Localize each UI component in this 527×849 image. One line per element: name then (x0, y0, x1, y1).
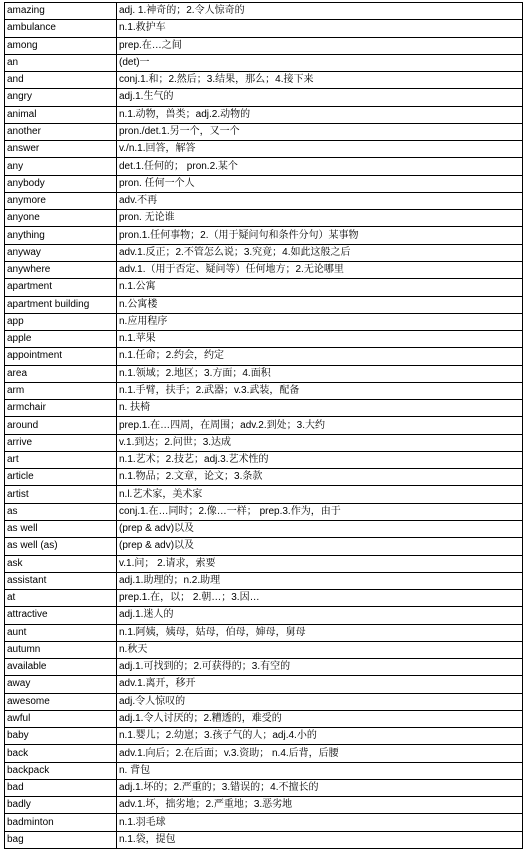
word-cell: appointment (5, 348, 117, 365)
definition-cell: conj.1.和；2.然后；3.结果，那么；4.接下来 (117, 72, 523, 89)
word-cell: as well (5, 520, 117, 537)
table-row (5, 365, 523, 382)
word-cell: autumn (5, 641, 117, 658)
definition-cell: n.1.袋，提包 (117, 831, 523, 848)
definition-cell: adj.1.生气的 (117, 89, 523, 106)
word-cell: area (5, 365, 117, 382)
table-row (5, 37, 523, 54)
definition-cell: adj.1.迷人的 (117, 607, 523, 624)
word-cell: any (5, 158, 117, 175)
definition-cell: n.1.公寓 (117, 279, 523, 296)
word-cell: as (5, 503, 117, 520)
definition-cell: adv.1.向后；2.在后面；v.3.资助； n.4.后背，后腰 (117, 745, 523, 762)
definition-cell: v.1.问； 2.请求，索要 (117, 555, 523, 572)
table-row (5, 831, 523, 848)
word-cell: anybody (5, 175, 117, 192)
word-cell: amazing (5, 3, 117, 20)
word-cell: animal (5, 106, 117, 123)
word-cell: another (5, 123, 117, 140)
word-cell: assistant (5, 572, 117, 589)
definition-cell: pron.1.任何事物；2.（用于疑问句和条件分句）某事物 (117, 227, 523, 244)
definition-cell: adj.1.助理的；n.2.助理 (117, 572, 523, 589)
table-row (5, 762, 523, 779)
table-row (5, 434, 523, 451)
table-row (5, 676, 523, 693)
table-row (5, 469, 523, 486)
definition-cell: (prep & adv)以及 (117, 520, 523, 537)
definition-cell: n.1.婴儿；2.幼崽；3.孩子气的人；adj.4.小的 (117, 728, 523, 745)
table-row (5, 779, 523, 796)
definition-cell: n.1.物品；2.文章，论文；3.条款 (117, 469, 523, 486)
definition-cell: n.l.艺术家，美术家 (117, 486, 523, 503)
word-cell: anyone (5, 210, 117, 227)
table-row (5, 123, 523, 140)
table-row (5, 192, 523, 209)
word-cell: anyway (5, 244, 117, 261)
word-cell: back (5, 745, 117, 762)
word-cell: bad (5, 779, 117, 796)
table-row (5, 728, 523, 745)
word-cell: ambulance (5, 20, 117, 37)
definition-cell: adv.1.坏，拙劣地；2.严重地；3.恶劣地 (117, 797, 523, 814)
table-row (5, 141, 523, 158)
word-cell: armchair (5, 400, 117, 417)
definition-cell: pron./det.1.另一个，又一个 (117, 123, 523, 140)
word-cell: available (5, 659, 117, 676)
word-cell: arm (5, 382, 117, 399)
word-cell: apple (5, 331, 117, 348)
definition-cell: adj.1.令人讨厌的；2.糟透的，难受的 (117, 710, 523, 727)
word-cell: at (5, 590, 117, 607)
definition-cell: n.1.阿姨，姨母，姑母，伯母，婶母，舅母 (117, 624, 523, 641)
definition-cell: pron. 任何一个人 (117, 175, 523, 192)
definition-cell: v.1.到达；2.问世；3.达成 (117, 434, 523, 451)
definition-cell: n.1.任命；2.约会，约定 (117, 348, 523, 365)
table-row (5, 590, 523, 607)
definition-cell: prep.1.在…四周，在周围；adv.2.到处；3.大约 (117, 417, 523, 434)
table-row (5, 227, 523, 244)
definition-cell: det.1.任何的； pron.2.某个 (117, 158, 523, 175)
word-cell: answer (5, 141, 117, 158)
word-cell: aunt (5, 624, 117, 641)
definition-cell: adv.不再 (117, 192, 523, 209)
table-row (5, 3, 523, 20)
word-cell: artist (5, 486, 117, 503)
table-row (5, 451, 523, 468)
word-cell: awesome (5, 693, 117, 710)
definition-cell: adv.1.反正；2.不管怎么说；3.究竟；4.如此这般之后 (117, 244, 523, 261)
table-row (5, 279, 523, 296)
definition-cell: pron. 无论谁 (117, 210, 523, 227)
table-row (5, 348, 523, 365)
table-row (5, 296, 523, 313)
table-row (5, 624, 523, 641)
definition-cell: n.秋天 (117, 641, 523, 658)
table-row (5, 814, 523, 831)
table-row (5, 210, 523, 227)
table-row (5, 745, 523, 762)
table-row (5, 331, 523, 348)
word-cell: awful (5, 710, 117, 727)
definition-cell: n.1.苹果 (117, 331, 523, 348)
word-cell: ask (5, 555, 117, 572)
definition-cell: adv.1.离开，移开 (117, 676, 523, 693)
vocabulary-table (4, 2, 523, 849)
table-row (5, 175, 523, 192)
definition-cell: (prep & adv)以及 (117, 538, 523, 555)
word-cell: angry (5, 89, 117, 106)
word-cell: anymore (5, 192, 117, 209)
table-row (5, 659, 523, 676)
table-row (5, 400, 523, 417)
definition-cell: n.1.领域；2.地区；3.方面；4.面积 (117, 365, 523, 382)
definition-cell: prep.在…之间 (117, 37, 523, 54)
word-cell: among (5, 37, 117, 54)
word-cell: art (5, 451, 117, 468)
definition-cell: n.1.救护车 (117, 20, 523, 37)
word-cell: baby (5, 728, 117, 745)
definition-cell: adj. 1.神奇的；2.令人惊奇的 (117, 3, 523, 20)
table-row (5, 572, 523, 589)
table-row (5, 797, 523, 814)
word-cell: away (5, 676, 117, 693)
word-cell: apartment building (5, 296, 117, 313)
table-row (5, 261, 523, 278)
definition-cell: n. 背包 (117, 762, 523, 779)
definition-cell: n.1.动物，兽类；adj.2.动物的 (117, 106, 523, 123)
table-row (5, 54, 523, 71)
vocabulary-table-body (5, 3, 523, 849)
word-cell: arrive (5, 434, 117, 451)
definition-cell: n.1.羽毛球 (117, 814, 523, 831)
table-row (5, 538, 523, 555)
definition-cell: adj.1.坏的；2.严重的；3.错误的；4.不擅长的 (117, 779, 523, 796)
table-row (5, 710, 523, 727)
word-cell: badminton (5, 814, 117, 831)
table-row (5, 244, 523, 261)
definition-cell: n. 扶椅 (117, 400, 523, 417)
table-row (5, 313, 523, 330)
definition-cell: n.应用程序 (117, 313, 523, 330)
definition-cell: conj.1.在…同时；2.像…一样； prep.3.作为，由于 (117, 503, 523, 520)
definition-cell: adj.1.可找到的；2.可获得的；3.有空的 (117, 659, 523, 676)
word-cell: and (5, 72, 117, 89)
definition-cell: v./n.1.回答，解答 (117, 141, 523, 158)
table-row (5, 417, 523, 434)
word-cell: around (5, 417, 117, 434)
word-cell: app (5, 313, 117, 330)
word-cell: anywhere (5, 261, 117, 278)
table-row (5, 607, 523, 624)
word-cell: bag (5, 831, 117, 848)
word-cell: an (5, 54, 117, 71)
word-cell: apartment (5, 279, 117, 296)
definition-cell: n.公寓楼 (117, 296, 523, 313)
definition-cell: prep.1.在，以； 2.朝…；3.因… (117, 590, 523, 607)
word-cell: article (5, 469, 117, 486)
definition-cell: n.1.手臂，扶手；2.武器；v.3.武装，配备 (117, 382, 523, 399)
definition-cell: n.1.艺术；2.技艺；adj.3.艺术性的 (117, 451, 523, 468)
table-row (5, 503, 523, 520)
table-row (5, 520, 523, 537)
word-cell: as well (as) (5, 538, 117, 555)
table-row (5, 641, 523, 658)
table-row (5, 382, 523, 399)
table-row (5, 486, 523, 503)
word-cell: anything (5, 227, 117, 244)
table-row (5, 555, 523, 572)
table-row (5, 158, 523, 175)
word-cell: backpack (5, 762, 117, 779)
table-row (5, 693, 523, 710)
definition-cell: adv.1.（用于否定、疑问等）任何地方；2.无论哪里 (117, 261, 523, 278)
word-cell: badly (5, 797, 117, 814)
definition-cell: (det)一 (117, 54, 523, 71)
table-row (5, 72, 523, 89)
table-row (5, 20, 523, 37)
table-row (5, 89, 523, 106)
word-cell: attractive (5, 607, 117, 624)
table-row (5, 106, 523, 123)
definition-cell: adj.令人惊叹的 (117, 693, 523, 710)
